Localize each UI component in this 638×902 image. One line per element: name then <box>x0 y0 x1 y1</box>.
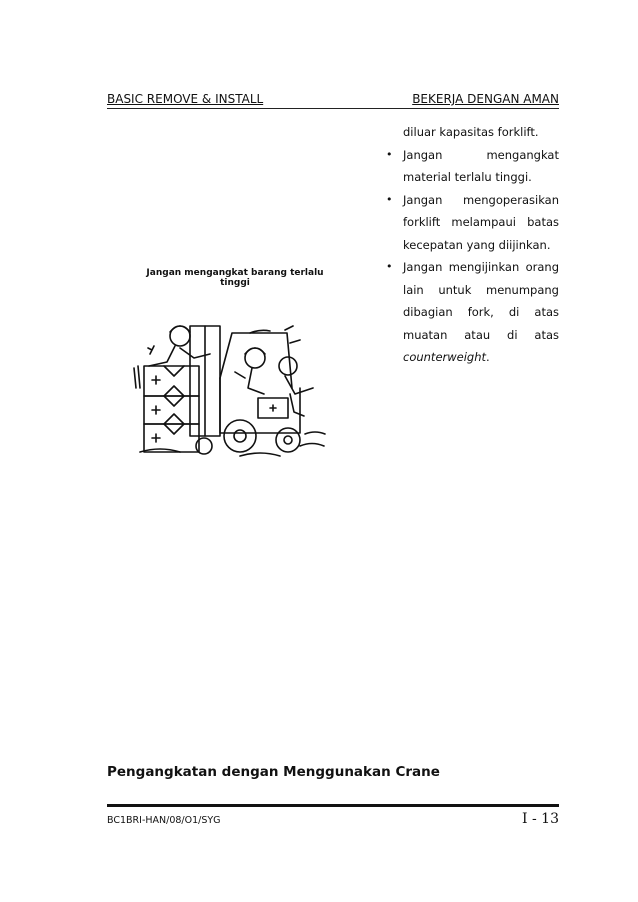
document-code: BC1BRI-HAN/08/O1/SYG <box>107 815 221 826</box>
page-header <box>107 92 559 109</box>
list-line: lain untuk menumpang <box>403 282 559 297</box>
punctuation: . <box>486 350 490 364</box>
header-right-title: BEKERJA DENGAN AMAN <box>412 92 559 106</box>
list-line: material terlalu tinggi. <box>403 170 532 184</box>
bullet-list <box>386 144 559 369</box>
figure-caption: Jangan mengangkat barang terlalu tinggi <box>146 268 324 288</box>
list-line: Jangan mengoperasikan <box>403 192 559 207</box>
list-line <box>403 346 559 369</box>
page-number: I - 13 <box>522 811 559 827</box>
safety-rules-column <box>386 121 559 369</box>
italic-term: counterweight <box>403 350 487 364</box>
list-item <box>386 256 559 369</box>
list-item <box>386 189 559 257</box>
list-line: muatan atau di atas <box>403 327 559 342</box>
list-item <box>386 144 559 189</box>
forklift-illustration-icon <box>120 298 340 458</box>
list-line: kecepatan yang diijinkan. <box>403 237 551 252</box>
bullet-icon: • <box>386 147 393 161</box>
footer-divider <box>107 804 559 807</box>
continuation-text: diluar kapasitas forklift. <box>403 125 539 139</box>
list-line: Jangan mengijinkan orang <box>403 260 559 274</box>
bullet-icon: • <box>386 260 393 273</box>
list-line: forklift melampaui batas <box>403 215 559 229</box>
section-heading: Pengangkatan dengan Menggunakan Crane <box>107 764 440 780</box>
list-line: Jangan mengangkat <box>403 147 559 162</box>
bullet-icon: • <box>386 192 393 206</box>
list-line: dibagian fork, di atas <box>403 305 559 319</box>
header-left-title: BASIC REMOVE & INSTALL <box>107 92 264 106</box>
